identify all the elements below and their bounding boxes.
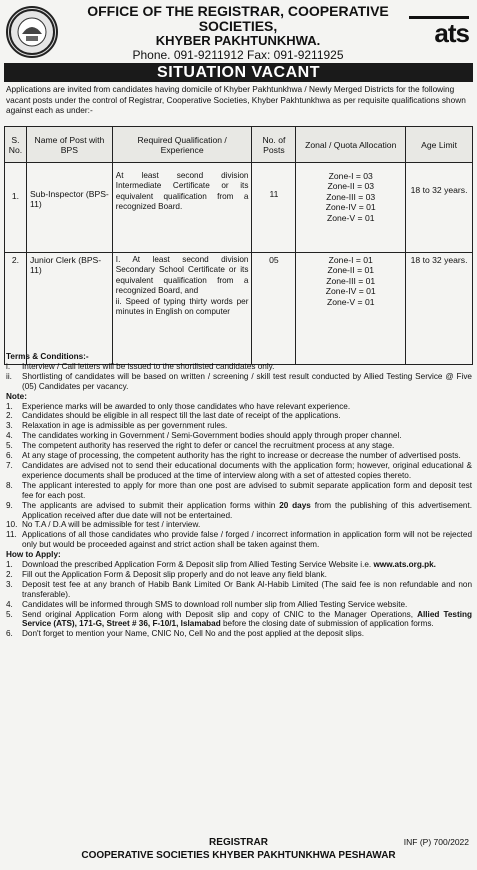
qualification-text: At least second division Intermediate Certificate or its equivalent qualification from a recognized Board. (115, 171, 249, 212)
item-text: No T.A / D.A will be admissible for test / interview. (22, 520, 201, 530)
zone-line: Zone-I = 01 (328, 255, 373, 265)
age-text: 18 to 32 years. (410, 185, 468, 195)
item-number: 4. (6, 599, 13, 609)
age-text: 18 to 32 years. (410, 255, 468, 265)
zone-line: Zone-III = 01 (326, 275, 376, 286)
list-item (6, 441, 472, 451)
posts-text: 05 (269, 255, 279, 265)
cell-sno (5, 163, 27, 253)
ats-logo: ats (434, 18, 469, 48)
item-number: 6. (6, 451, 13, 461)
item-number: 4. (6, 431, 13, 441)
item-number: 11. (6, 530, 17, 540)
vacancy-table (4, 126, 473, 365)
item-text: The candidates working in Government / Semi-Government bodies should apply through proper channel. (22, 431, 402, 441)
col-sno: S. No. (5, 127, 27, 163)
seal-icon (8, 8, 56, 56)
item-number: 5. (6, 609, 13, 619)
list-item (6, 610, 472, 630)
item-number: 2. (6, 569, 13, 579)
signatory-title: REGISTRAR (209, 837, 268, 848)
office-province: KHYBER PAKHTUNKHWA. (155, 33, 321, 48)
list-item (6, 560, 472, 570)
item-text-a: Download the prescribed Application Form & Deposit slip from Allied Testing Service Website i.e. (22, 560, 374, 570)
item-number: 7. (6, 460, 13, 470)
item-text-a: The applicants are advised to submit their application forms within (22, 500, 280, 510)
qualification-part-i: I. At least second division Secondary School Certificate or its equivalent qualification from a recognized Board, and (115, 255, 249, 296)
item-text: Candidates are advised not to send their educational documents with the application form; however, original educational & experience documents shall be produced at the time of interview along with a set of attested copies thereto. (22, 460, 472, 480)
item-text: Deposit test fee at any branch of Habib Bank Limited Or Bank Al-Habib Limited (The said fee is non refundable and non transferable). (22, 579, 472, 599)
zone-line: Zone-IV = 01 (325, 202, 376, 213)
zone-line: Zone-III = 03 (326, 191, 376, 202)
col-zones: Zonal / Quota Allocation (296, 127, 406, 163)
item-text: Experience marks will be awarded to only those candidates who have relevant experience. (22, 401, 351, 411)
list-item (6, 421, 472, 431)
item-number: 6. (6, 629, 13, 639)
list-item (6, 362, 472, 372)
signatory-office: COOPERATIVE SOCIETIES KHYBER PAKHTUNKHWA PESHAWAR (81, 850, 396, 861)
cell-post (26, 163, 112, 253)
item-text-c: before the closing date of submission of application forms. (220, 619, 434, 629)
cell-qualification (112, 253, 252, 365)
item-text: Don't forget to mention your Name, CNIC No, Cell No and the post applied at the deposit slips. (22, 629, 364, 639)
ats-address: Allied Testing Service (ATS), 171-G, Street # 36, F-10/1, Islamabad (22, 609, 472, 629)
item-text: Interview / Call letters will be issued to the shortlisted candidates only. (22, 361, 275, 371)
item-text (22, 560, 472, 570)
cell-posts (252, 253, 296, 365)
cell-zones (296, 253, 406, 365)
howto-heading: How to Apply: (6, 550, 61, 560)
list-item (6, 461, 472, 481)
list-item (6, 570, 472, 580)
zone-line: Zone-V = 01 (326, 212, 375, 223)
inf-number: INF (P) 700/2022 (403, 837, 469, 847)
list-item (6, 451, 472, 461)
post-text: Junior Clerk (BPS-11) (29, 255, 102, 275)
cell-age (406, 163, 473, 253)
zone-line: Zone-V = 01 (326, 296, 375, 307)
office-header (58, 4, 418, 63)
note-heading: Note: (6, 391, 27, 401)
item-text: Applications of all those candidates who provide false / forged / incorrect information in application form will not be rejected only but would be proceeded against and strict action shall be taken against them. (22, 530, 472, 550)
zone-line: Zone-II = 03 (327, 181, 375, 192)
item-text: The applicant interested to apply for more than one post are advised to submit separate application form and deposit test fee for each post. (22, 480, 472, 500)
office-title: OFFICE OF THE REGISTRAR, COOPERATIVE SOCIETIES, (87, 3, 389, 34)
item-number: 10. (6, 520, 18, 530)
list-item (6, 629, 472, 639)
item-number: 1. (6, 560, 13, 570)
zone-line: Zone-II = 01 (327, 265, 375, 276)
situation-vacant-banner: SITUATION VACANT (4, 63, 473, 82)
item-text (22, 501, 472, 521)
item-text: Shortlisting of candidates will be based on written / screening / skill test result conducted by Allied Testing Service @ Five (05) Candidates per vacancy. (22, 371, 472, 391)
terms-heading: Terms & Conditions:- (6, 352, 89, 361)
zone-line: Zone-IV = 01 (325, 286, 376, 297)
item-number: i. (6, 361, 11, 371)
post-text: Sub-Inspector (BPS-11) (29, 189, 109, 209)
item-text: Fill out the Application Form & Deposit slip properly and do not leave any field blank. (22, 569, 327, 579)
cell-age (406, 253, 473, 365)
list-item (6, 431, 472, 441)
cell-sno (5, 253, 27, 365)
cell-post (26, 253, 112, 365)
item-text: The competent authority has reserved the right to defer or cancel the recruitment process at any stage. (22, 441, 395, 451)
item-text-c: from the publishing of this advertisement. Application received after due date will not be entertained. (22, 500, 473, 520)
item-number: ii. (6, 371, 12, 381)
website-link[interactable]: www.ats.org.pk. (373, 560, 436, 570)
list-item (6, 481, 472, 501)
list-item (6, 520, 472, 530)
terms-section (6, 352, 472, 639)
qualification-part-ii: ii. Speed of typing thirty words per minutes in English on computer (115, 296, 249, 317)
cell-zones (296, 163, 406, 253)
table-header-row (5, 127, 473, 163)
posts-text: 11 (269, 189, 279, 199)
sno-text: 1. (11, 191, 20, 201)
list-item (6, 580, 472, 600)
item-number: 5. (6, 441, 13, 451)
list-item (6, 411, 472, 421)
department-seal-logo (6, 6, 58, 58)
item-number: 3. (6, 421, 13, 431)
item-text: Candidates should be eligible in all respect till the last date of receipt of the applications. (22, 411, 341, 421)
col-age: Age Limit (406, 127, 473, 163)
item-number: 1. (6, 401, 13, 411)
item-number: 8. (6, 480, 13, 490)
item-text (22, 610, 472, 630)
col-post: Name of Post with BPS (26, 127, 112, 163)
item-text: Relaxation in age is admissible as per government rules. (22, 421, 228, 431)
item-number: 3. (6, 579, 13, 589)
list-item (6, 372, 472, 392)
list-item (6, 402, 472, 412)
col-qualification: Required Qualification / Experience (112, 127, 252, 163)
item-text-a: Send original Application Form along with Deposit slip and copy of CNIC to the Manager Operations, (22, 609, 418, 619)
col-posts: No. of Posts (252, 127, 296, 163)
item-number: 9. (6, 500, 13, 510)
zone-line: Zone-I = 03 (328, 171, 373, 181)
list-item (6, 600, 472, 610)
item-text: Candidates will be informed through SMS to download roll number slip from Allied Testing Service website. (22, 599, 408, 609)
sno-text: 2. (11, 255, 20, 265)
table-row (5, 163, 473, 253)
item-text: At any stage of processing, the competent authority has the right to increase or decrease the number of advertised posts. (22, 451, 461, 461)
deadline-days: 20 days (279, 500, 311, 510)
intro-paragraph: Applications are invited from candidates having domicile of Khyber Pakhtunkhwa / Newly Merged Districts for the following vacant posts under the control of Registrar, Cooperative Societies, Khyber Pakhtunkhwa as per requisite qualifications shown against each as under:- (6, 84, 466, 115)
item-number: 2. (6, 411, 13, 421)
list-item (6, 530, 472, 550)
cell-qualification (112, 163, 252, 253)
list-item (6, 501, 472, 521)
cell-posts (252, 163, 296, 253)
table-row (5, 253, 473, 365)
office-phone: Phone. 091-9211912 Fax: 091-9211925 (132, 48, 344, 62)
